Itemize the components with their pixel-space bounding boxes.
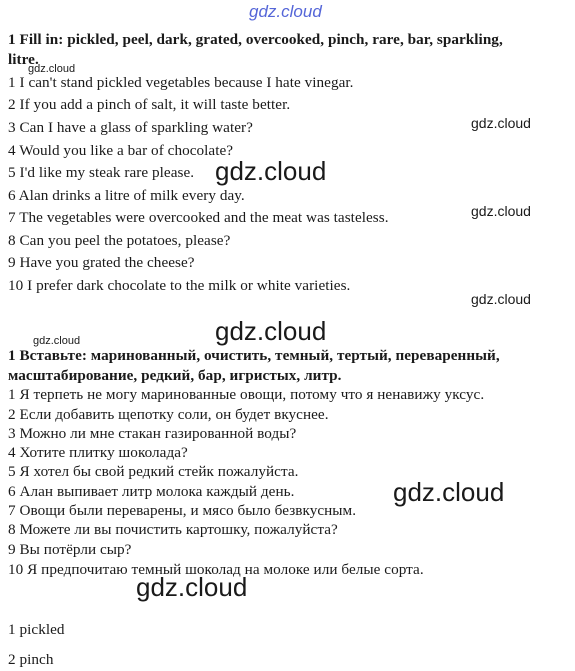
watermark-right-3: gdz.cloud — [471, 291, 531, 307]
watermark-top: gdz.cloud — [249, 2, 322, 21]
english-heading-line-1: 1 Fill in: pickled, peel, dark, grated, overcooked, pinch, rare, bar, sparkling, — [8, 31, 503, 48]
watermark-small-1: gdz.cloud — [28, 63, 76, 75]
answer-1: 1 pickled — [8, 621, 65, 638]
watermark-large-3: gdz.cloud — [393, 477, 505, 507]
russian-heading-line-1: 1 Вставьте: маринованный, очистить, темный, тертый, переваренный, — [8, 347, 500, 364]
watermark-small-2: gdz.cloud — [33, 335, 81, 347]
watermark-right-2: gdz.cloud — [471, 203, 531, 219]
russian-heading-line-2: масштабирование, редкий, бар, игристых, литр. — [8, 367, 342, 384]
russian-sentence-1: 1 Я терпеть не могу маринованные овощи, потому что я ненавижу уксус. — [8, 386, 485, 403]
english-sentence-4: 4 Would you like a bar of chocolate? — [8, 142, 234, 159]
watermark-large-1: gdz.cloud — [215, 156, 327, 186]
russian-sentence-6: 6 Алан выпивает литр молока каждый день. — [8, 483, 295, 500]
english-heading-line-2: litre. — [8, 51, 39, 68]
russian-sentence-8: 8 Можете ли вы почистить картошку, пожалуйста? — [8, 521, 338, 538]
watermark-large-4: gdz.cloud — [136, 572, 248, 602]
english-sentence-3: 3 Can I have a glass of sparkling water? — [8, 119, 253, 136]
english-sentence-1: 1 I can't stand pickled vegetables because I hate vinegar. — [8, 74, 354, 91]
english-sentence-6: 6 Alan drinks a litre of milk every day. — [8, 187, 245, 204]
watermark-right-1: gdz.cloud — [471, 115, 531, 131]
english-sentence-10: 10 I prefer dark chocolate to the milk or white varieties. — [8, 277, 351, 294]
russian-sentence-10: 10 Я предпочитаю темный шоколад на молоке или белые сорта. — [8, 561, 424, 578]
russian-sentence-7: 7 Овощи были переварены, и мясо было безвкусным. — [8, 502, 357, 519]
russian-sentence-9: 9 Вы потёрли сыр? — [8, 541, 132, 558]
answer-2: 2 pinch — [8, 651, 54, 668]
russian-sentence-3: 3 Можно ли мне стакан газированной воды? — [8, 425, 297, 442]
english-sentence-9: 9 Have you grated the cheese? — [8, 254, 195, 271]
russian-sentence-2: 2 Если добавить щепотку соли, он будет вкуснее. — [8, 406, 329, 423]
russian-sentence-4: 4 Хотите плитку шоколада? — [8, 444, 188, 461]
russian-sentence-5: 5 Я хотел бы свой редкий стейк пожалуйста. — [8, 463, 299, 480]
english-sentence-8: 8 Can you peel the potatoes, please? — [8, 232, 231, 249]
watermark-large-2: gdz.cloud — [215, 316, 327, 346]
english-sentence-7: 7 The vegetables were overcooked and the meat was tasteless. — [8, 209, 389, 226]
english-sentence-5: 5 I'd like my steak rare please. — [8, 164, 195, 181]
english-sentence-2: 2 If you add a pinch of salt, it will taste better. — [8, 96, 291, 113]
